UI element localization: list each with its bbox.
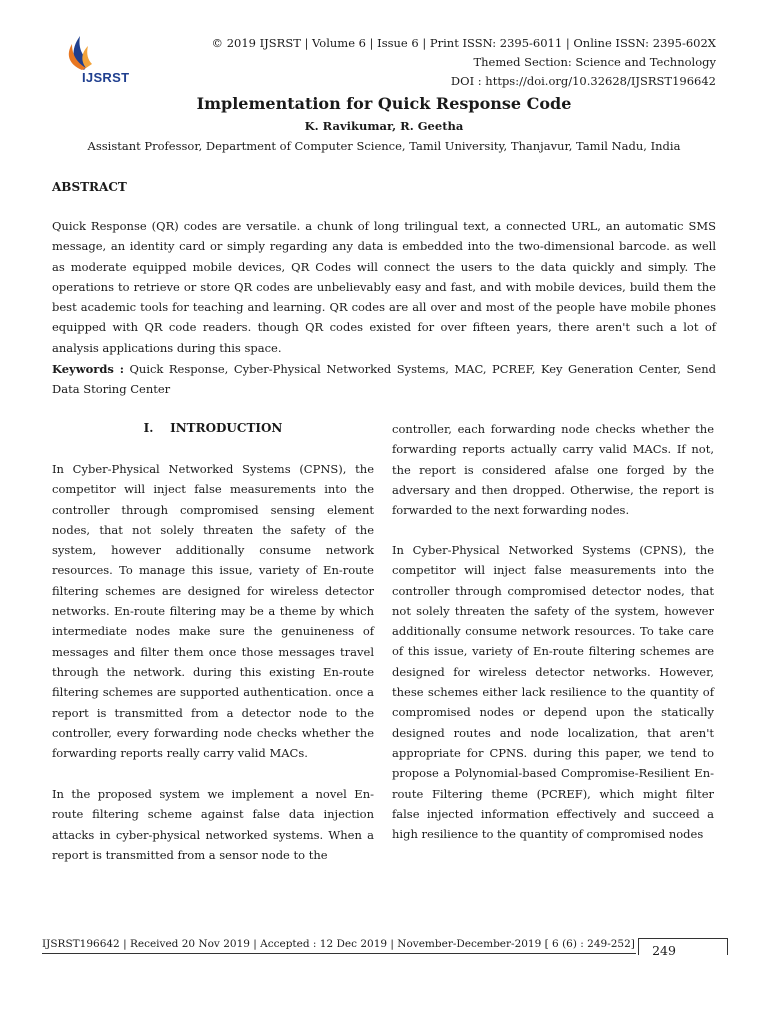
keywords (52, 359, 716, 400)
doi-link[interactable]: DOI : https://doi.org/10.32628/IJSRST196642 (450, 74, 716, 88)
paper-title: Implementation for Quick Response Code (196, 94, 572, 113)
keywords-label: Keywords : (52, 362, 124, 376)
footer-citation: IJSRST196642 | Received 20 Nov 2019 | Accepted : 12 Dec 2019 | November-December-2019 [ 6 (6) : 249-252] (42, 938, 635, 950)
paper-authors: K. Ravikumar, R. Geetha (304, 119, 464, 133)
intro-left-paragraph-2: In the proposed system we implement a novel En-route filtering scheme against false data injection attacks in cyber-physical networked systems. When a report is transmitted from a sensor node to the (52, 787, 374, 862)
footer-rule (42, 953, 636, 954)
abstract-heading: ABSTRACT (52, 180, 127, 194)
intro-left-paragraph-1: In Cyber-Physical Networked Systems (CPNS), the competitor will inject false measurements into the controller through compromised sensing element nodes, that not solely threaten the safety of the system, however additionally consume network resources. To manage this issue, variety of En-route filtering schemes are designed for wireless detector networks. En-route filtering may be a theme by which intermediate nodes make sure the genuineness of messages and filter them once those messages travel through the network. during this existing En-route filtering schemes are supported authentication. once a report is transmitted from a detector node to the controller, every forwarding node checks whether the forwarding reports really carry valid MACs. (52, 462, 374, 761)
intro-right-paragraph-1: controller, each forwarding node checks whether the forwarding reports actually carry valid MACs. If not, the report is considered afalse one forged by the adversary and then dropped. Otherwise, the report is forwarded to the next forwarding nodes. (392, 422, 714, 518)
abstract-text: Quick Response (QR) codes are versatile. a chunk of long trilingual text, a connected URL, an automatic SMS message, an identity card or simply regarding any data is embedded into the two-dimensional barcode. as well as moderate equipped mobile devices, QR Codes will connect the users to the data quickly and simply. The operations to retrieve or store QR codes are unbelievably easy and fast, and with mobile devices, build them the best academic tools for teaching and learning. QR codes are all over and most of the people have mobile phones equipped with QR code readers. though QR codes existed for over fifteen years, there aren't such a lot of analysis applications during this space. (52, 219, 716, 355)
paper-affiliation: Assistant Professor, Department of Computer Science, Tamil University, Thanjavur, Tamil Nadu, India (87, 139, 681, 153)
intro-right-paragraph-2: In Cyber-Physical Networked Systems (CPNS), the competitor will inject false measurements into the controller through compromised detector nodes, that not solely threaten the safety of the system, however additionally consume network resources. To take care of this issue, variety of En-route filtering schemes are designed for wireless detector networks. However, these schemes either lack resilience to the quantity of compromised nodes or depend upon the statically designed routes and node localization, that aren't appropriate for CPNS. during this paper, we tend to propose a Polynomial-based Compromise-Resilient En-route Filtering theme (PCREF), which might filter false injected information effectively and succeed a high resilience to the quantity of compromised nodes (392, 543, 714, 842)
page-number: 249 (652, 943, 676, 958)
logo-text: IJSRST (82, 70, 130, 85)
journal-logo (62, 32, 132, 90)
themed-section: Themed Section: Science and Technology (473, 55, 716, 69)
journal-info: © 2019 IJSRST | Volume 6 | Issue 6 | Print ISSN: 2395-6011 | Online ISSN: 2395-602X (211, 36, 716, 50)
keywords-text: Quick Response, Cyber-Physical Networked Systems, MAC, PCREF, Key Generation Center, Send Data Storing Center (52, 362, 716, 397)
section-heading-introduction: I. INTRODUCTION (143, 421, 283, 435)
logo-flame-icon (62, 32, 132, 72)
